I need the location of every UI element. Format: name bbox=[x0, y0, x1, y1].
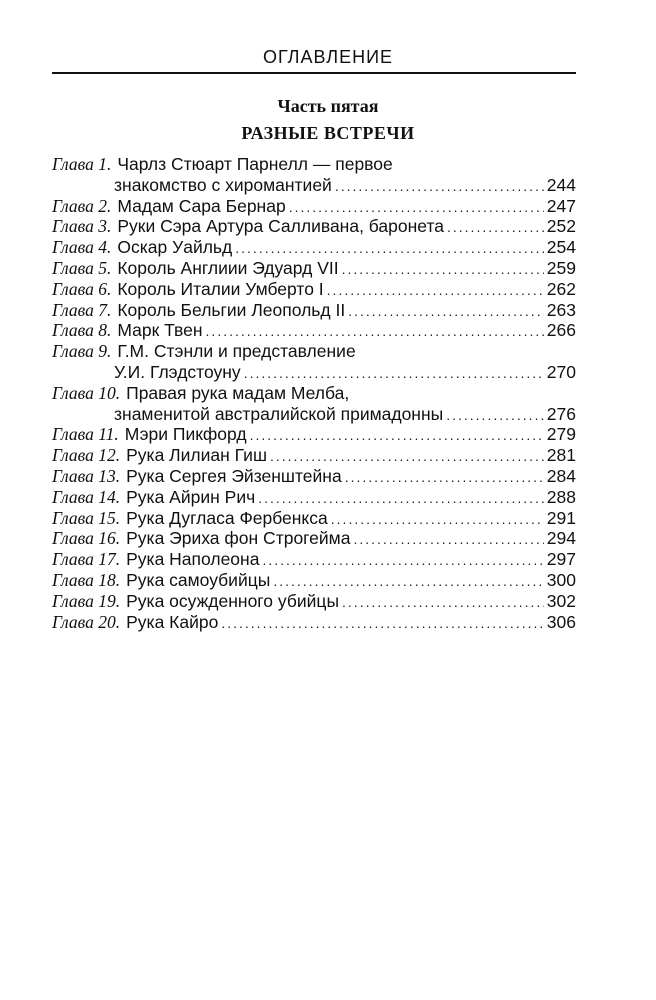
chapter-number: Глава 9. bbox=[52, 341, 112, 362]
chapter-title: Король Англиии Эдуард VII bbox=[117, 257, 339, 278]
chapter-number: Глава 15. bbox=[52, 507, 121, 528]
chapter-title-continuation: У.И. Глэдстоуну bbox=[114, 361, 241, 382]
toc-entry[interactable] bbox=[52, 341, 576, 383]
chapter-number: Глава 10. bbox=[52, 382, 121, 403]
toc-entry-line bbox=[52, 300, 576, 321]
page-number: 279 bbox=[546, 424, 576, 445]
toc-entry[interactable] bbox=[52, 445, 576, 466]
chapter-title-continuation: знакомство с хиромантией bbox=[114, 174, 332, 195]
toc-entry[interactable] bbox=[52, 383, 576, 425]
toc-entry-line bbox=[52, 196, 576, 217]
chapter-number: Глава 5. bbox=[52, 257, 112, 278]
toc-entry-line bbox=[52, 320, 576, 341]
chapter-number: Глава 2. bbox=[52, 195, 112, 216]
chapter-number: Глава 3. bbox=[52, 216, 112, 237]
chapter-title-continuation: знаменитой австралийской примадонны bbox=[114, 403, 444, 424]
toc-entry-continuation bbox=[52, 175, 576, 196]
toc-entry[interactable] bbox=[52, 549, 576, 570]
chapter-number: Глава 19. bbox=[52, 590, 121, 611]
chapter-title: Рука Лилиан Гиш bbox=[126, 445, 267, 466]
toc-entry[interactable] bbox=[52, 424, 576, 445]
toc-entry-line bbox=[52, 591, 576, 612]
dot-leader bbox=[348, 301, 544, 322]
page-number: 284 bbox=[546, 465, 576, 486]
dot-leader bbox=[327, 280, 544, 301]
chapter-title: Рука самоубийцы bbox=[126, 569, 271, 590]
toc-entry[interactable] bbox=[52, 279, 576, 300]
toc-entry-line bbox=[52, 341, 576, 362]
toc-entry-line bbox=[52, 528, 576, 549]
dot-leader bbox=[342, 592, 544, 613]
toc-entry[interactable] bbox=[52, 528, 576, 549]
chapter-number: Глава 1. bbox=[52, 154, 112, 174]
dot-leader bbox=[221, 613, 543, 634]
dot-leader bbox=[289, 197, 544, 218]
chapter-title: Руки Сэра Артура Салливана, баронета bbox=[117, 216, 444, 237]
toc-entry[interactable] bbox=[52, 237, 576, 258]
page-number: 247 bbox=[546, 195, 576, 216]
chapter-title: Рука Наполеона bbox=[126, 549, 260, 570]
toc-entry[interactable] bbox=[52, 320, 576, 341]
chapter-title: Чарлз Стюарт Парнелл — первое bbox=[117, 154, 393, 174]
page-number: 288 bbox=[546, 486, 576, 507]
toc-entry[interactable] bbox=[52, 487, 576, 508]
chapter-number: Глава 18. bbox=[52, 569, 121, 590]
chapter-number: Глава 13. bbox=[52, 465, 121, 486]
chapter-number: Глава 20. bbox=[52, 611, 121, 632]
toc-entry[interactable] bbox=[52, 216, 576, 237]
chapter-title: Рука осужденного убийцы bbox=[126, 590, 340, 611]
chapter-number: Глава 12. bbox=[52, 445, 121, 466]
toc-entry-line bbox=[52, 216, 576, 237]
page-number: 302 bbox=[546, 590, 576, 611]
dot-leader bbox=[335, 176, 544, 197]
chapter-title: Король Италии Умберто I bbox=[117, 278, 324, 299]
chapter-title: Г.М. Стэнли и представление bbox=[117, 341, 356, 362]
toc-entry-continuation bbox=[52, 362, 576, 383]
chapter-title: Мадам Сара Бернар bbox=[117, 195, 286, 216]
dot-leader bbox=[250, 425, 544, 446]
toc-entry-line bbox=[52, 508, 576, 529]
page-number: 281 bbox=[546, 445, 576, 466]
page-number: 297 bbox=[546, 549, 576, 570]
page-number: 263 bbox=[546, 299, 576, 320]
dot-leader bbox=[342, 259, 544, 280]
page-number: 262 bbox=[546, 278, 576, 299]
chapter-title: Рука Дугласа Фербенкса bbox=[126, 507, 328, 528]
toc-entry[interactable] bbox=[52, 508, 576, 529]
chapter-title: Рука Эриха фон Строгейма bbox=[126, 528, 351, 549]
page-number: 306 bbox=[546, 611, 576, 632]
toc-entry-line bbox=[52, 445, 576, 466]
toc-entry-line bbox=[52, 549, 576, 570]
part-label: Часть пятая bbox=[277, 96, 379, 116]
chapter-number: Глава 17. bbox=[52, 549, 121, 570]
toc-entry-line bbox=[52, 424, 576, 445]
running-head: ОГЛАВЛЕНИЕ bbox=[262, 47, 394, 67]
chapter-title: Рука Кайро bbox=[126, 611, 219, 632]
dot-leader bbox=[273, 571, 543, 592]
chapter-title: Король Бельгии Леопольд II bbox=[117, 299, 346, 320]
part-title: РАЗНЫЕ ВСТРЕЧИ bbox=[241, 123, 415, 143]
chapter-title: Правая рука мадам Мелба, bbox=[126, 382, 350, 403]
toc-entry[interactable] bbox=[52, 612, 576, 633]
dot-leader bbox=[244, 363, 544, 384]
toc-entry-line bbox=[52, 279, 576, 300]
page-number: 270 bbox=[546, 361, 576, 382]
dot-leader bbox=[345, 467, 544, 488]
chapter-title: Рука Айрин Рич bbox=[126, 486, 256, 507]
toc-entry-line bbox=[52, 466, 576, 487]
page-number: 300 bbox=[546, 569, 576, 590]
chapter-title: Марк Твен bbox=[117, 320, 203, 341]
toc-entry-line bbox=[52, 487, 576, 508]
toc-entry-line bbox=[52, 258, 576, 279]
page-number: 252 bbox=[546, 216, 576, 237]
toc-entry[interactable] bbox=[52, 300, 576, 321]
dot-leader bbox=[270, 446, 544, 467]
chapter-title: Оскар Уайльд bbox=[117, 237, 233, 258]
dot-leader bbox=[262, 550, 543, 571]
dot-leader bbox=[331, 509, 544, 530]
chapter-number: Глава 8. bbox=[52, 320, 112, 341]
chapter-number: Глава 6. bbox=[52, 278, 112, 299]
chapter-number: Глава 7. bbox=[52, 299, 112, 320]
toc-entry[interactable] bbox=[52, 258, 576, 279]
table-of-contents bbox=[52, 154, 576, 632]
page-number: 254 bbox=[546, 237, 576, 258]
chapter-title: Мэри Пикфорд bbox=[124, 424, 247, 445]
dot-leader bbox=[206, 321, 544, 342]
toc-entry[interactable] bbox=[52, 154, 576, 196]
dot-leader bbox=[446, 405, 544, 426]
toc-entry-line bbox=[52, 612, 576, 633]
dot-leader bbox=[447, 217, 544, 238]
toc-entry-line bbox=[52, 154, 576, 175]
page-number: 276 bbox=[546, 403, 576, 424]
page-number: 259 bbox=[546, 257, 576, 278]
toc-entry-continuation bbox=[52, 404, 576, 425]
toc-entry[interactable] bbox=[52, 591, 576, 612]
toc-entry[interactable] bbox=[52, 570, 576, 591]
chapter-number: Глава 14. bbox=[52, 486, 121, 507]
dot-leader bbox=[353, 529, 543, 550]
page-number: 291 bbox=[546, 507, 576, 528]
header-rule bbox=[52, 72, 576, 74]
chapter-number: Глава 16. bbox=[52, 528, 121, 549]
toc-entry-line bbox=[52, 237, 576, 258]
toc-entry-line bbox=[52, 570, 576, 591]
dot-leader bbox=[235, 238, 544, 259]
chapter-title: Рука Сергея Эйзенштейна bbox=[126, 465, 342, 486]
toc-entry[interactable] bbox=[52, 196, 576, 217]
toc-entry[interactable] bbox=[52, 466, 576, 487]
page-number: 266 bbox=[546, 320, 576, 341]
chapter-number: Глава 4. bbox=[52, 237, 112, 258]
page-number: 294 bbox=[546, 528, 576, 549]
page-number: 244 bbox=[546, 174, 576, 195]
chapter-number: Глава 11. bbox=[52, 424, 119, 445]
dot-leader bbox=[258, 488, 544, 509]
toc-entry-line bbox=[52, 383, 576, 404]
